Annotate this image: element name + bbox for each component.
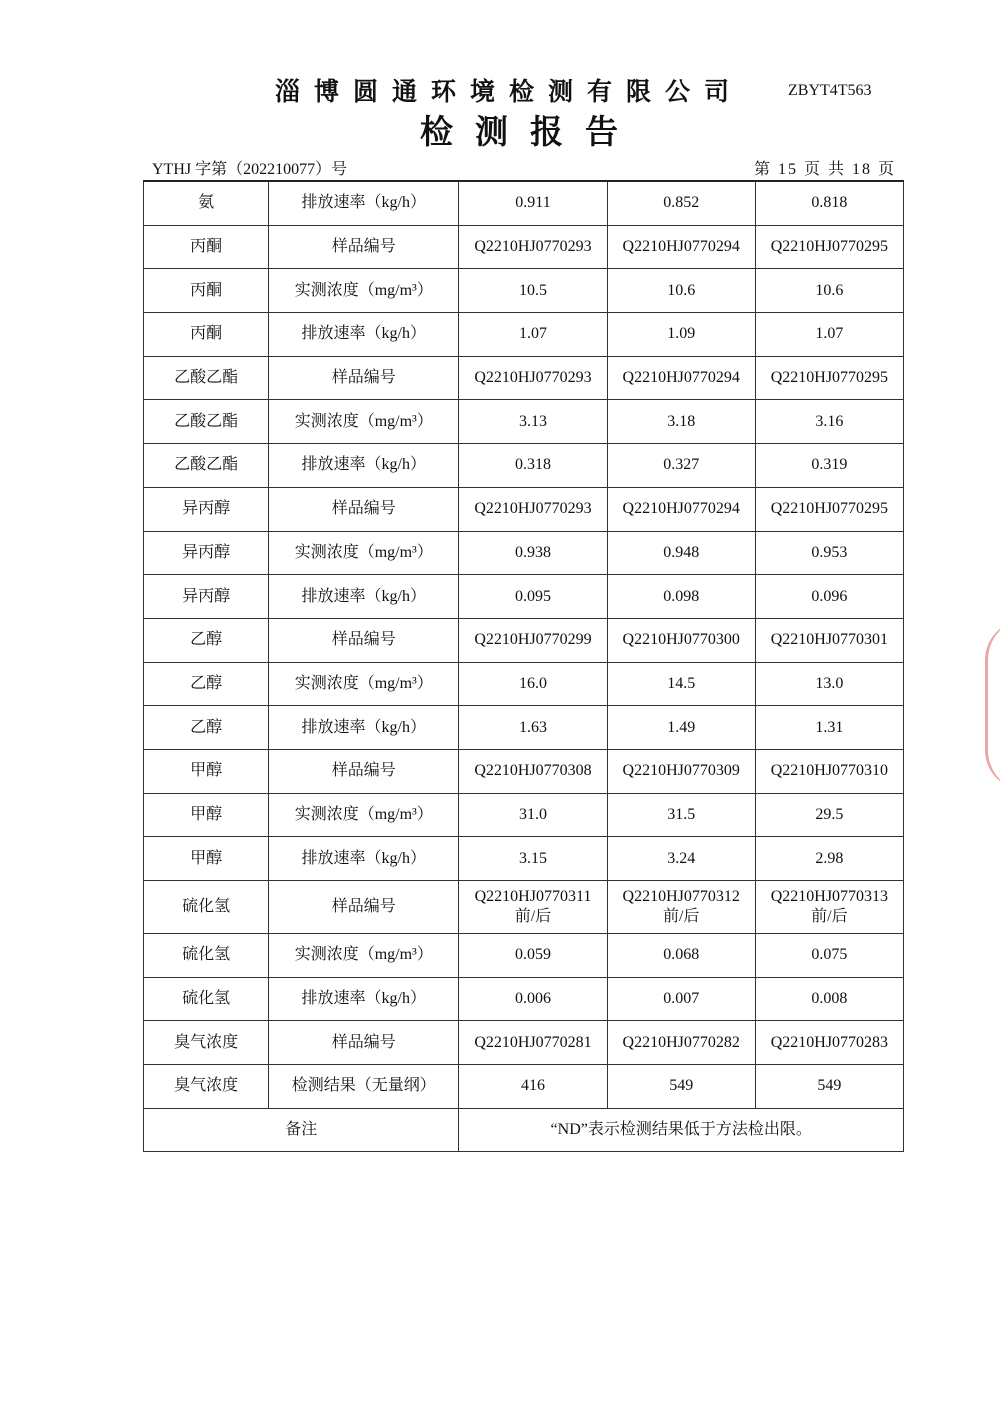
pollutant-name: 异丙醇 bbox=[144, 487, 269, 531]
sample-id: Q2210HJ0770313 bbox=[770, 888, 889, 905]
table-row bbox=[144, 1021, 904, 1065]
value-cell: 0.006 bbox=[459, 977, 607, 1021]
value-cell: 1.49 bbox=[607, 706, 755, 750]
table-row bbox=[144, 977, 904, 1021]
test-item: 样品编号 bbox=[269, 881, 459, 934]
test-item: 实测浓度（mg/m³） bbox=[269, 400, 459, 444]
table-row bbox=[144, 181, 904, 225]
test-item: 样品编号 bbox=[269, 618, 459, 662]
sample-id: Q2210HJ0770312 bbox=[622, 888, 740, 905]
value-cell: Q2210HJ0770294 bbox=[607, 225, 755, 269]
value-cell: 1.63 bbox=[459, 706, 607, 750]
table-row bbox=[144, 575, 904, 619]
value-cell: 0.327 bbox=[607, 444, 755, 488]
value-cell: 0.938 bbox=[459, 531, 607, 575]
table-row bbox=[144, 1065, 904, 1109]
test-item: 排放速率（kg/h） bbox=[269, 444, 459, 488]
table-row bbox=[144, 793, 904, 837]
value-cell: Q2210HJ0770295 bbox=[755, 356, 903, 400]
table-row bbox=[144, 618, 904, 662]
results-table bbox=[143, 180, 904, 1152]
table-row bbox=[144, 837, 904, 881]
value-cell: 0.095 bbox=[459, 575, 607, 619]
company-name: 淄博圆通环境检测有限公司 bbox=[275, 77, 744, 106]
value-cell: 10.5 bbox=[459, 269, 607, 313]
test-item: 排放速率（kg/h） bbox=[269, 837, 459, 881]
value-cell: 3.16 bbox=[755, 400, 903, 444]
value-cell: 549 bbox=[755, 1065, 903, 1109]
value-cell: 0.096 bbox=[755, 575, 903, 619]
value-cell bbox=[755, 881, 903, 934]
pollutant-name: 臭气浓度 bbox=[144, 1021, 269, 1065]
value-cell: 31.5 bbox=[607, 793, 755, 837]
table-row bbox=[144, 749, 904, 793]
test-item: 实测浓度（mg/m³） bbox=[269, 934, 459, 978]
table-row bbox=[144, 881, 904, 934]
value-cell: 0.075 bbox=[755, 934, 903, 978]
value-cell: Q2210HJ0770310 bbox=[755, 749, 903, 793]
value-cell: 10.6 bbox=[607, 269, 755, 313]
pollutant-name: 乙醇 bbox=[144, 662, 269, 706]
test-item: 排放速率（kg/h） bbox=[269, 706, 459, 750]
value-cell: 0.059 bbox=[459, 934, 607, 978]
test-item: 样品编号 bbox=[269, 487, 459, 531]
value-cell: Q2210HJ0770293 bbox=[459, 225, 607, 269]
value-cell: 13.0 bbox=[755, 662, 903, 706]
report-reference: YTHJ 字第（202210077）号 bbox=[152, 161, 348, 178]
value-cell: 2.98 bbox=[755, 837, 903, 881]
pollutant-name: 甲醇 bbox=[144, 793, 269, 837]
test-item: 实测浓度（mg/m³） bbox=[269, 662, 459, 706]
table-row bbox=[144, 444, 904, 488]
table-row bbox=[144, 313, 904, 357]
value-cell: Q2210HJ0770293 bbox=[459, 487, 607, 531]
pollutant-name: 丙酮 bbox=[144, 313, 269, 357]
test-item: 样品编号 bbox=[269, 749, 459, 793]
test-item: 排放速率（kg/h） bbox=[269, 181, 459, 225]
value-cell: 0.319 bbox=[755, 444, 903, 488]
table-row bbox=[144, 531, 904, 575]
report-title: 检测报告 bbox=[420, 112, 640, 151]
value-cell: 1.31 bbox=[755, 706, 903, 750]
pollutant-name: 异丙醇 bbox=[144, 575, 269, 619]
test-item: 实测浓度（mg/m³） bbox=[269, 531, 459, 575]
test-item: 样品编号 bbox=[269, 356, 459, 400]
value-cell: 1.09 bbox=[607, 313, 755, 357]
pollutant-name: 氨 bbox=[144, 181, 269, 225]
pollutant-name: 硫化氢 bbox=[144, 881, 269, 934]
value-cell: 31.0 bbox=[459, 793, 607, 837]
value-cell: Q2210HJ0770301 bbox=[755, 618, 903, 662]
value-cell: 3.24 bbox=[607, 837, 755, 881]
value-cell: 0.852 bbox=[607, 181, 755, 225]
pollutant-name: 乙醇 bbox=[144, 618, 269, 662]
value-cell: 1.07 bbox=[459, 313, 607, 357]
test-item: 排放速率（kg/h） bbox=[269, 977, 459, 1021]
value-cell: Q2210HJ0770294 bbox=[607, 487, 755, 531]
value-cell: Q2210HJ0770282 bbox=[607, 1021, 755, 1065]
value-cell: Q2210HJ0770309 bbox=[607, 749, 755, 793]
pollutant-name: 乙酸乙酯 bbox=[144, 444, 269, 488]
value-cell: Q2210HJ0770294 bbox=[607, 356, 755, 400]
pollutant-name: 异丙醇 bbox=[144, 531, 269, 575]
value-cell: 0.911 bbox=[459, 181, 607, 225]
value-cell: 0.007 bbox=[607, 977, 755, 1021]
value-cell: Q2210HJ0770295 bbox=[755, 225, 903, 269]
value-cell: 416 bbox=[459, 1065, 607, 1109]
remark-row bbox=[144, 1108, 904, 1152]
page-indicator: 第 15 页 共 18 页 bbox=[753, 161, 896, 178]
test-item: 实测浓度（mg/m³） bbox=[269, 793, 459, 837]
remark-text: “ND”表示检测结果低于方法检出限。 bbox=[459, 1108, 904, 1152]
value-cell: 549 bbox=[607, 1065, 755, 1109]
value-cell: 10.6 bbox=[755, 269, 903, 313]
test-item: 检测结果（无量纲） bbox=[269, 1065, 459, 1109]
pollutant-name: 臭气浓度 bbox=[144, 1065, 269, 1109]
value-cell bbox=[607, 881, 755, 934]
value-cell bbox=[459, 881, 607, 934]
table-row bbox=[144, 487, 904, 531]
sample-note: 前/后 bbox=[662, 908, 700, 925]
value-cell: 0.098 bbox=[607, 575, 755, 619]
table-row bbox=[144, 706, 904, 750]
table-row bbox=[144, 934, 904, 978]
test-item: 实测浓度（mg/m³） bbox=[269, 269, 459, 313]
pollutant-name: 丙酮 bbox=[144, 225, 269, 269]
sample-note: 前/后 bbox=[811, 908, 848, 925]
pollutant-name: 丙酮 bbox=[144, 269, 269, 313]
seal-stamp-edge bbox=[985, 620, 1000, 790]
table-row bbox=[144, 356, 904, 400]
pollutant-name: 乙酸乙酯 bbox=[144, 356, 269, 400]
pollutant-name: 甲醇 bbox=[144, 837, 269, 881]
table-row bbox=[144, 269, 904, 313]
document-code: ZBYT4T563 bbox=[788, 82, 872, 99]
value-cell: 3.18 bbox=[607, 400, 755, 444]
value-cell: 0.318 bbox=[459, 444, 607, 488]
table-row bbox=[144, 400, 904, 444]
value-cell: Q2210HJ0770293 bbox=[459, 356, 607, 400]
pollutant-name: 甲醇 bbox=[144, 749, 269, 793]
sample-note: 前/后 bbox=[514, 908, 552, 925]
remark-label: 备注 bbox=[144, 1108, 459, 1152]
value-cell: 16.0 bbox=[459, 662, 607, 706]
value-cell: 0.818 bbox=[755, 181, 903, 225]
value-cell: Q2210HJ0770281 bbox=[459, 1021, 607, 1065]
pollutant-name: 乙酸乙酯 bbox=[144, 400, 269, 444]
table-row bbox=[144, 225, 904, 269]
value-cell: 14.5 bbox=[607, 662, 755, 706]
value-cell: 29.5 bbox=[755, 793, 903, 837]
value-cell: Q2210HJ0770283 bbox=[755, 1021, 903, 1065]
value-cell: 3.13 bbox=[459, 400, 607, 444]
sample-id: Q2210HJ0770311 bbox=[474, 888, 592, 905]
value-cell: 0.008 bbox=[755, 977, 903, 1021]
test-item: 排放速率（kg/h） bbox=[269, 575, 459, 619]
value-cell: 0.068 bbox=[607, 934, 755, 978]
value-cell: Q2210HJ0770295 bbox=[755, 487, 903, 531]
value-cell: 3.15 bbox=[459, 837, 607, 881]
value-cell: Q2210HJ0770299 bbox=[459, 618, 607, 662]
pollutant-name: 硫化氢 bbox=[144, 934, 269, 978]
test-item: 排放速率（kg/h） bbox=[269, 313, 459, 357]
value-cell: Q2210HJ0770308 bbox=[459, 749, 607, 793]
test-item: 样品编号 bbox=[269, 225, 459, 269]
pollutant-name: 乙醇 bbox=[144, 706, 269, 750]
test-item: 样品编号 bbox=[269, 1021, 459, 1065]
value-cell: 0.953 bbox=[755, 531, 903, 575]
value-cell: Q2210HJ0770300 bbox=[607, 618, 755, 662]
value-cell: 1.07 bbox=[755, 313, 903, 357]
value-cell: 0.948 bbox=[607, 531, 755, 575]
table-row bbox=[144, 662, 904, 706]
pollutant-name: 硫化氢 bbox=[144, 977, 269, 1021]
